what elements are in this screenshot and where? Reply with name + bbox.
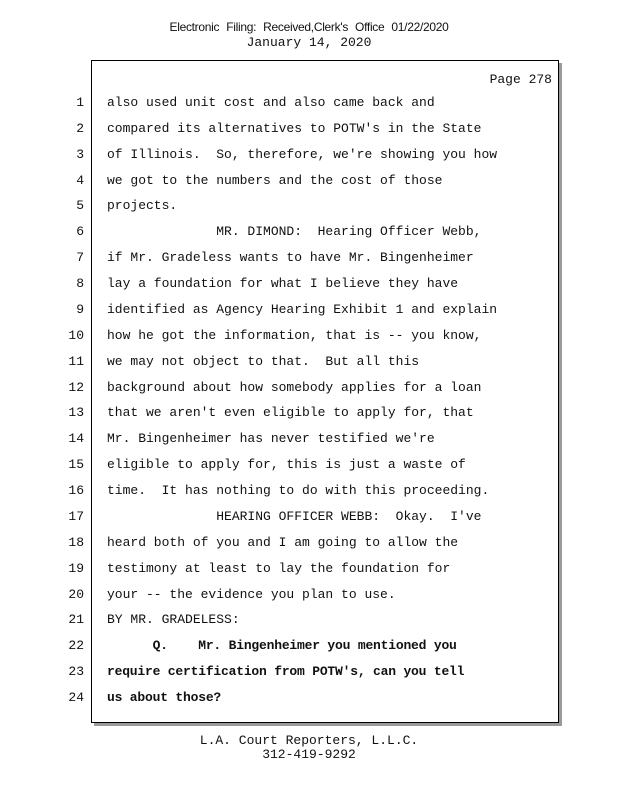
line-number: 21 <box>68 612 84 627</box>
transcript-line: that we aren't even eligible to apply for, that <box>107 405 474 420</box>
transcript-line: identified as Agency Hearing Exhibit 1 and explain <box>107 302 498 317</box>
transcript-line: Q. Mr. Bingenheimer you mentioned you <box>107 638 457 653</box>
transcript-line: Mr. Bingenheimer has never testified we're <box>107 431 435 446</box>
line-number: 23 <box>68 664 84 679</box>
line-number: 8 <box>76 276 84 291</box>
line-number: 14 <box>68 431 84 446</box>
transcript-line: we got to the numbers and the cost of those <box>107 173 443 188</box>
line-number: 3 <box>76 147 84 162</box>
transcript-line: require certification from POTW's, can you tell <box>107 664 465 679</box>
transcript-line: heard both of you and I am going to allow the <box>107 535 459 550</box>
line-number: 22 <box>68 638 84 653</box>
transcript-line: compared its alternatives to POTW's in the State <box>107 121 482 136</box>
transcript-line: we may not object to that. But all this <box>107 354 420 369</box>
line-number: 2 <box>76 121 84 136</box>
line-number: 13 <box>68 405 84 420</box>
transcript-line: lay a foundation for what I believe they have <box>107 276 459 291</box>
transcript-line: if Mr. Gradeless wants to have Mr. Bingenheimer <box>107 250 474 265</box>
transcript-line: HEARING OFFICER WEBB: Okay. I've <box>107 509 482 524</box>
line-number: 24 <box>68 690 84 705</box>
line-number: 6 <box>76 224 84 239</box>
footer-company: L.A. Court Reporters, L.L.C. <box>199 733 419 748</box>
transcript-line: how he got the information, that is -- you know, <box>107 328 482 343</box>
transcript-line: time. It has nothing to do with this proceeding. <box>107 483 490 498</box>
transcript-line: background about how somebody applies for a loan <box>107 380 482 395</box>
line-number: 1 <box>76 95 84 110</box>
line-number: 11 <box>68 354 84 369</box>
line-number: 19 <box>68 561 84 576</box>
line-number: 5 <box>76 198 84 213</box>
transcript-line: MR. DIMOND: Hearing Officer Webb, <box>107 224 482 239</box>
transcript-line: eligible to apply for, this is just a waste of <box>107 457 466 472</box>
transcript-line: of Illinois. So, therefore, we're showing you how <box>107 147 498 162</box>
line-number: 18 <box>68 535 84 550</box>
line-number: 7 <box>76 250 84 265</box>
transcript-date: January 14, 2020 <box>246 35 372 50</box>
line-number: 15 <box>68 457 84 472</box>
transcript-line: BY MR. GRADELESS: <box>107 612 240 627</box>
line-number: 4 <box>76 173 84 188</box>
line-number: 20 <box>68 587 84 602</box>
line-number: 17 <box>68 509 84 524</box>
line-number: 10 <box>68 328 84 343</box>
line-number: 9 <box>76 302 84 317</box>
footer-phone: 312-419-9292 <box>262 747 356 762</box>
transcript-line: also used unit cost and also came back and <box>107 95 435 110</box>
transcript-line: us about those? <box>107 690 222 705</box>
transcript-line: projects. <box>107 198 178 213</box>
page-number: Page 278 <box>489 72 552 87</box>
line-number: 16 <box>68 483 84 498</box>
transcript-line: your -- the evidence you plan to use. <box>107 587 396 602</box>
line-number: 12 <box>68 380 84 395</box>
filing-stamp: Electronic Filing: Received,Clerk's Office 01/22/2020 <box>169 20 449 34</box>
transcript-line: testimony at least to lay the foundation for <box>107 561 451 576</box>
